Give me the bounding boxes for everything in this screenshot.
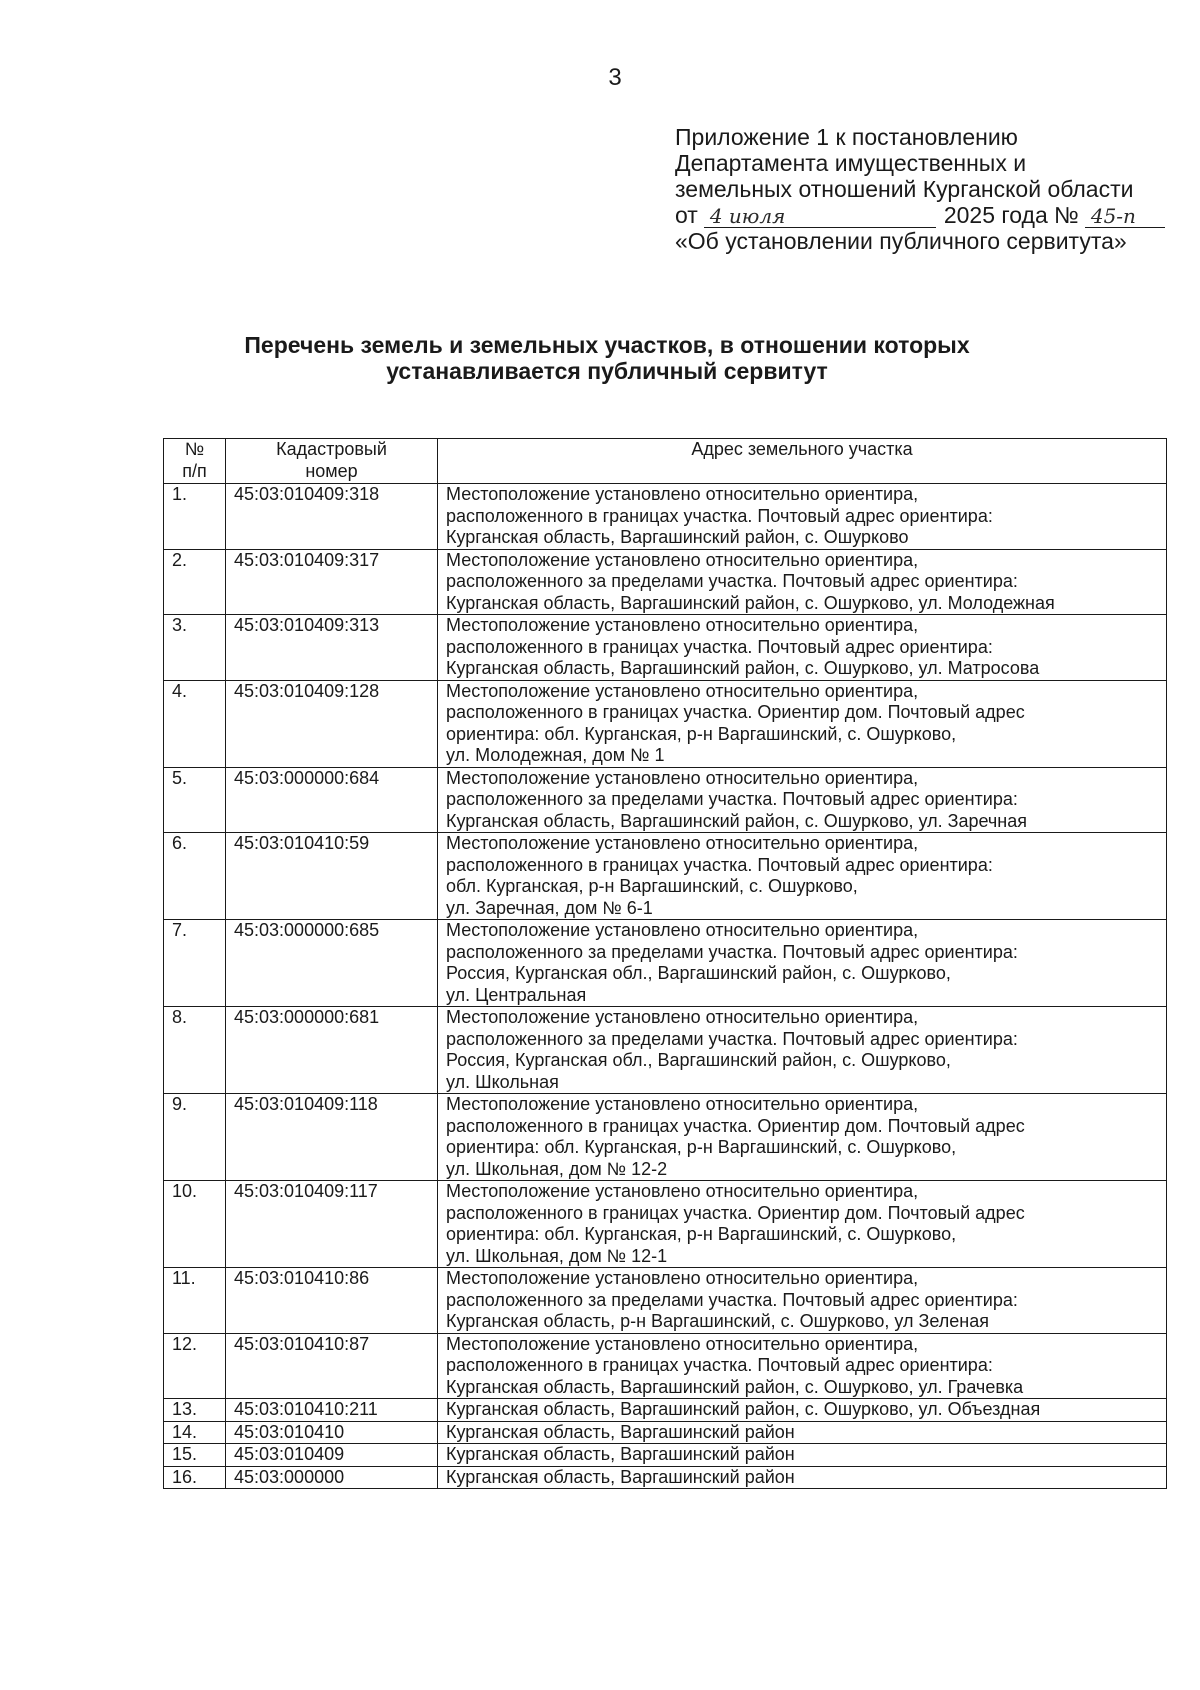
address-line: Местоположение установлено относительно ориентира, xyxy=(446,833,919,853)
row-number: 6. xyxy=(164,833,226,920)
table-row xyxy=(164,1181,1167,1268)
address-line: Местоположение установлено относительно ориентира, xyxy=(446,1007,919,1027)
address-line: расположенного в границах участка. Ориентир дом. Почтовый адрес xyxy=(446,1115,1025,1136)
cadastral-number: 45:03:000000:685 xyxy=(226,920,438,1007)
address-line: Курганская область, Варгашинский район, с. Ошурково xyxy=(446,527,909,547)
address-line: Местоположение установлено относительно ориентира, xyxy=(446,615,919,635)
appendix-block xyxy=(675,124,1175,254)
address-line: расположенного за пределами участка. Почтовый адрес ориентира: xyxy=(446,1028,1018,1049)
parcel-address xyxy=(438,680,1167,767)
table-row xyxy=(164,833,1167,920)
parcel-address xyxy=(438,1181,1167,1268)
address-line: Курганская область, Варгашинский район, с. Ошурково, ул. Матросова xyxy=(446,658,1040,678)
row-number: 9. xyxy=(164,1094,226,1181)
address-line: расположенного за пределами участка. Почтовый адрес ориентира: xyxy=(446,941,1018,962)
document-title xyxy=(0,332,1200,384)
header-addr-line: Адрес земельного участка xyxy=(691,439,913,459)
address-line: ориентира: обл. Курганская, р-н Варгашинский, с. Ошурково, xyxy=(446,1224,957,1244)
cadastral-number: 45:03:010409:313 xyxy=(226,615,438,681)
parcel-address xyxy=(438,615,1167,681)
header-num xyxy=(164,439,226,484)
address-line: Россия, Курганская обл., Варгашинский район, с. Ошурково, xyxy=(446,963,951,983)
table-row xyxy=(164,1007,1167,1094)
address-line: расположенного в границах участка. Ориентир дом. Почтовый адрес xyxy=(446,702,1025,722)
cadastral-number: 45:03:000000:684 xyxy=(226,767,438,833)
address-line: Курганская область, Варгашинский район, с. Ошурково, ул. Заречная xyxy=(446,810,1027,831)
appendix-line-1: Приложение 1 к постановлению xyxy=(675,124,1018,150)
address-line: расположенного за пределами участка. Почтовый адрес ориентира: xyxy=(446,571,1018,591)
table-row xyxy=(164,615,1167,681)
cadastral-number: 45:03:010409:118 xyxy=(226,1094,438,1181)
appendix-line-2: Департамента имущественных и xyxy=(675,150,1027,176)
parcel-address xyxy=(438,920,1167,1007)
cadastral-number: 45:03:000000 xyxy=(226,1466,438,1489)
row-number: 10. xyxy=(164,1181,226,1268)
address-line: расположенного в границах участка. Почтовый адрес ориентира: xyxy=(446,854,993,875)
address-line: Курганская область, Варгашинский район xyxy=(446,1421,795,1442)
cadastral-number: 45:03:010409:317 xyxy=(226,549,438,615)
address-line: ул. Заречная, дом № 6-1 xyxy=(446,897,653,918)
page-number: 3 xyxy=(608,64,622,91)
header-cad-line-1: Кадастровый xyxy=(276,439,387,459)
address-line: Местоположение установлено относительно ориентира, xyxy=(446,1268,919,1288)
row-number: 15. xyxy=(164,1444,226,1467)
title-line-2: устанавливается публичный сервитут xyxy=(386,358,828,384)
cadastral-number: 45:03:010409:128 xyxy=(226,680,438,767)
cadastral-number: 45:03:010410:86 xyxy=(226,1268,438,1334)
address-line: расположенного в границах участка. Ориентир дом. Почтовый адрес xyxy=(446,1202,1025,1223)
address-line: расположенного в границах участка. Почтовый адрес ориентира: xyxy=(446,1355,993,1375)
table-body xyxy=(164,484,1167,1489)
cadastral-number: 45:03:010410 xyxy=(226,1421,438,1444)
row-number: 2. xyxy=(164,549,226,615)
address-line: Местоположение установлено относительно ориентира, xyxy=(446,920,919,940)
address-line: Местоположение установлено относительно ориентира, xyxy=(446,1094,919,1114)
table-header-row xyxy=(164,439,1167,484)
address-line: Местоположение установлено относительно ориентира, xyxy=(446,1181,919,1201)
parcel-address xyxy=(438,1333,1167,1399)
parcel-address xyxy=(438,484,1167,550)
address-line: Местоположение установлено относительно ориентира, xyxy=(446,767,919,788)
row-number: 16. xyxy=(164,1466,226,1489)
parcel-address xyxy=(438,1094,1167,1181)
cadastral-number: 45:03:010409:117 xyxy=(226,1181,438,1268)
address-line: расположенного за пределами участка. Почтовый адрес ориентира: xyxy=(446,789,1018,809)
appendix-date-line xyxy=(675,202,1175,228)
address-line: ориентира: обл. Курганская, р-н Варгашинский, с. Ошурково, xyxy=(446,1137,957,1157)
appendix-line-5: «Об установлении публичного сервитута» xyxy=(675,228,1127,254)
address-line: Местоположение установлено относительно ориентира, xyxy=(446,680,919,701)
address-line: ул. Школьная, дом № 12-2 xyxy=(446,1158,668,1179)
address-line: Курганская область, Варгашинский район, с. Ошурково, ул. Объездная xyxy=(446,1399,1041,1419)
cadastral-number: 45:03:010409:318 xyxy=(226,484,438,550)
row-number: 7. xyxy=(164,920,226,1007)
table-row xyxy=(164,1444,1167,1467)
header-cad-line-2: номер xyxy=(305,460,358,481)
table-row xyxy=(164,1333,1167,1399)
cadastral-number: 45:03:010410:87 xyxy=(226,1333,438,1399)
parcel-address xyxy=(438,1444,1167,1467)
address-line: Местоположение установлено относительно ориентира, xyxy=(446,484,919,504)
table-row xyxy=(164,549,1167,615)
address-line: Россия, Курганская обл., Варгашинский район, с. Ошурково, xyxy=(446,1050,951,1070)
row-number: 13. xyxy=(164,1399,226,1422)
cadastral-number: 45:03:010410:59 xyxy=(226,833,438,920)
address-line: Курганская область, Варгашинский район, с. Ошурково, ул. Грачевка xyxy=(446,1376,1024,1397)
parcel-address xyxy=(438,1466,1167,1489)
title-line-1: Перечень земель и земельных участков, в отношении которых xyxy=(244,332,970,358)
row-number: 8. xyxy=(164,1007,226,1094)
parcel-address xyxy=(438,1268,1167,1334)
appendix-line-3: земельных отношений Курганской области xyxy=(675,176,1134,202)
year-text: 2025 года № xyxy=(943,202,1079,228)
header-cadastral xyxy=(226,439,438,484)
row-number: 12. xyxy=(164,1333,226,1399)
address-line: ул. Школьная xyxy=(446,1071,559,1092)
address-line: обл. Курганская, р-н Варгашинский, с. Ошурково, xyxy=(446,876,858,896)
row-number: 4. xyxy=(164,680,226,767)
table-row xyxy=(164,680,1167,767)
address-line: расположенного в границах участка. Почтовый адрес ориентира: xyxy=(446,505,993,526)
parcel-address xyxy=(438,833,1167,920)
table-row xyxy=(164,1399,1167,1422)
handwritten-date: 4 июля xyxy=(704,205,936,228)
parcel-address xyxy=(438,767,1167,833)
address-line: Курганская область, Варгашинский район, с. Ошурково, ул. Молодежная xyxy=(446,592,1055,613)
address-line: Курганская область, р-н Варгашинский, с. Ошурково, ул Зеленая xyxy=(446,1311,989,1331)
address-line: ул. Школьная, дом № 12-1 xyxy=(446,1245,668,1266)
header-num-line-1: № xyxy=(184,439,205,459)
address-line: ул. Молодежная, дом № 1 xyxy=(446,745,665,765)
address-line: Местоположение установлено относительно ориентира, xyxy=(446,549,919,570)
row-number: 5. xyxy=(164,767,226,833)
table-row xyxy=(164,484,1167,550)
table-row xyxy=(164,767,1167,833)
address-line: расположенного в границах участка. Почтовый адрес ориентира: xyxy=(446,636,993,657)
parcel-address xyxy=(438,549,1167,615)
table-row xyxy=(164,1268,1167,1334)
row-number: 1. xyxy=(164,484,226,550)
address-line: Курганская область, Варгашинский район xyxy=(446,1466,795,1487)
header-num-line-2: п/п xyxy=(182,460,207,481)
parcel-address xyxy=(438,1421,1167,1444)
row-number: 14. xyxy=(164,1421,226,1444)
header-address xyxy=(438,439,1167,484)
table-row xyxy=(164,1421,1167,1444)
address-line: ориентира: обл. Курганская, р-н Варгашинский, с. Ошурково, xyxy=(446,723,957,744)
table-row xyxy=(164,920,1167,1007)
row-number: 11. xyxy=(164,1268,226,1334)
parcel-address xyxy=(438,1007,1167,1094)
address-line: Курганская область, Варгашинский район xyxy=(446,1444,795,1464)
cadastral-number: 45:03:000000:681 xyxy=(226,1007,438,1094)
handwritten-number: 45-п xyxy=(1085,205,1165,228)
table-row xyxy=(164,1466,1167,1489)
cadastral-number: 45:03:010409 xyxy=(226,1444,438,1467)
address-line: Местоположение установлено относительно ориентира, xyxy=(446,1333,919,1354)
address-line: ул. Центральная xyxy=(446,984,587,1005)
cadastral-number: 45:03:010410:211 xyxy=(226,1399,438,1422)
date-prefix: от xyxy=(675,202,698,228)
address-line: расположенного за пределами участка. Почтовый адрес ориентира: xyxy=(446,1289,1018,1310)
parcel-address xyxy=(438,1399,1167,1422)
row-number: 3. xyxy=(164,615,226,681)
parcels-table xyxy=(163,438,1167,1489)
table-row xyxy=(164,1094,1167,1181)
